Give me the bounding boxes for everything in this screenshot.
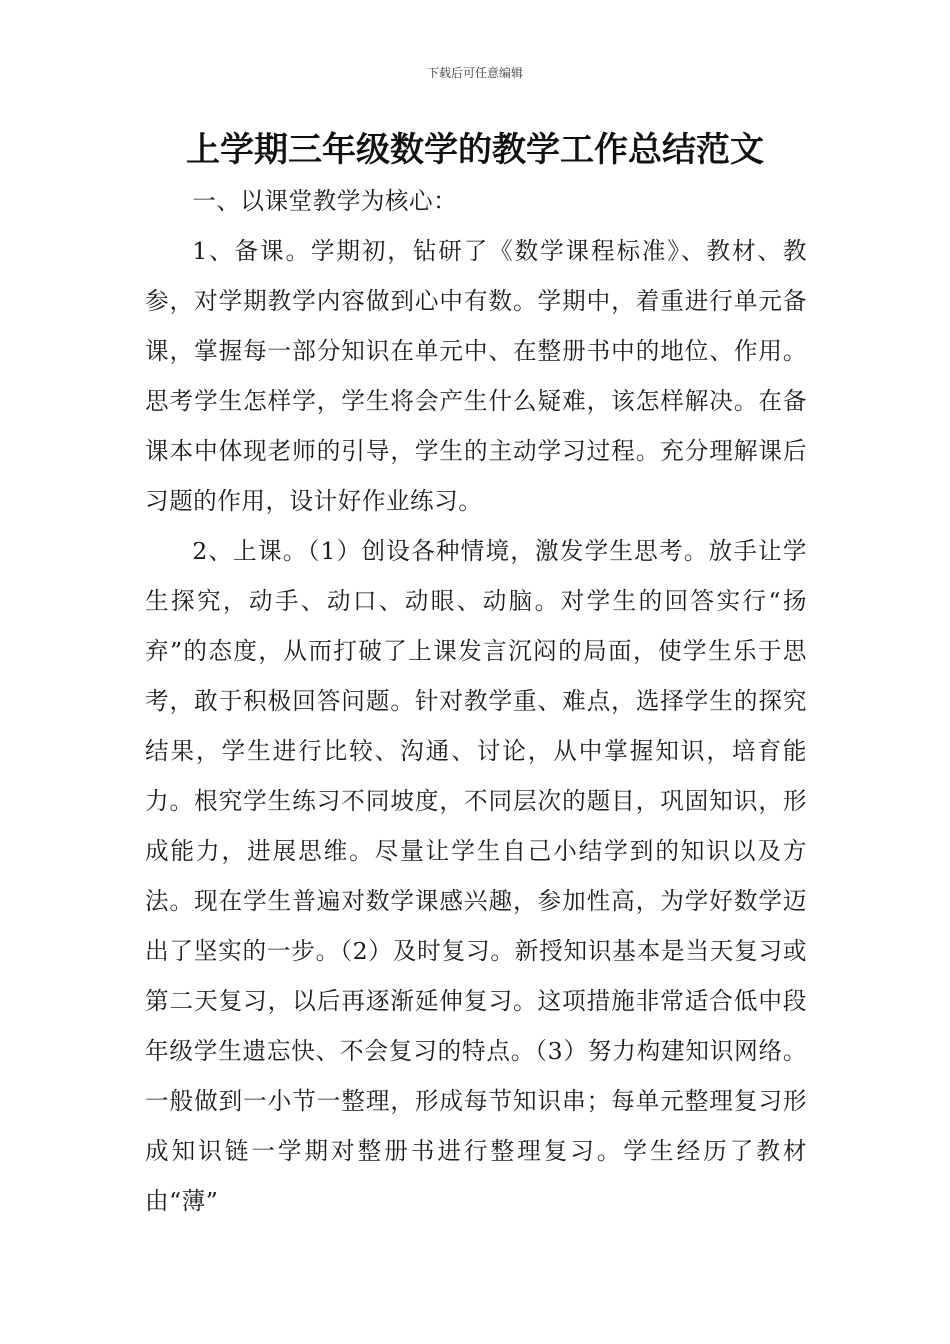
document-body	[145, 176, 807, 1226]
header-note: 下载后可任意编辑	[426, 66, 523, 80]
section-heading: 一、以课堂教学为核心：	[192, 187, 458, 215]
paragraph-lesson-prep: 1、备课。学期初，钻研了《数学课程标准》、教材、教参，对学期教学内容做到心中有数。学期中，着重进行单元备课，掌握每一部分知识在单元中、在整册书中的地位、作用。思考学生怎样学，学生将会产生什么疑难，该怎样解决。在备课本中体现老师的引导，学生的主动学习过程。充分理解课后习题的作用，设计好作业练习。	[145, 237, 807, 515]
document-title: 上学期三年级数学的教学工作总结范文	[186, 130, 764, 170]
paragraph-teaching: 2、上课。（1）创设各种情境，激发学生思考。放手让学生探究，动手、动口、动眼、动脑。对学生的回答实行“扬弃”的态度，从而打破了上课发言沉闷的局面，使学生乐于思考，敢于积极回答问题。针对教学重、难点，选择学生的探究结果，学生进行比较、沟通、讨论，从中掌握知识，培育能力。根究学生练习不同坡度，不同层次的题目，巩固知识，形成能力，进展思维。尽量让学生自己小结学到的知识以及方法。现在学生普遍对数学课感兴趣，参加性高，为学好数学迈出了坚实的一步。（2）及时复习。新授知识基本是当天复习或第二天复习，以后再逐渐延伸复习。这项措施非常适合低中段年级学生遗忘快、不会复习的特点。（3）努力构建知识网络。一般做到一小节一整理，形成每节知识串；每单元整理复习形成知识链一学期对整册书进行整理复习。学生经历了教材由“薄”	[145, 537, 807, 1215]
